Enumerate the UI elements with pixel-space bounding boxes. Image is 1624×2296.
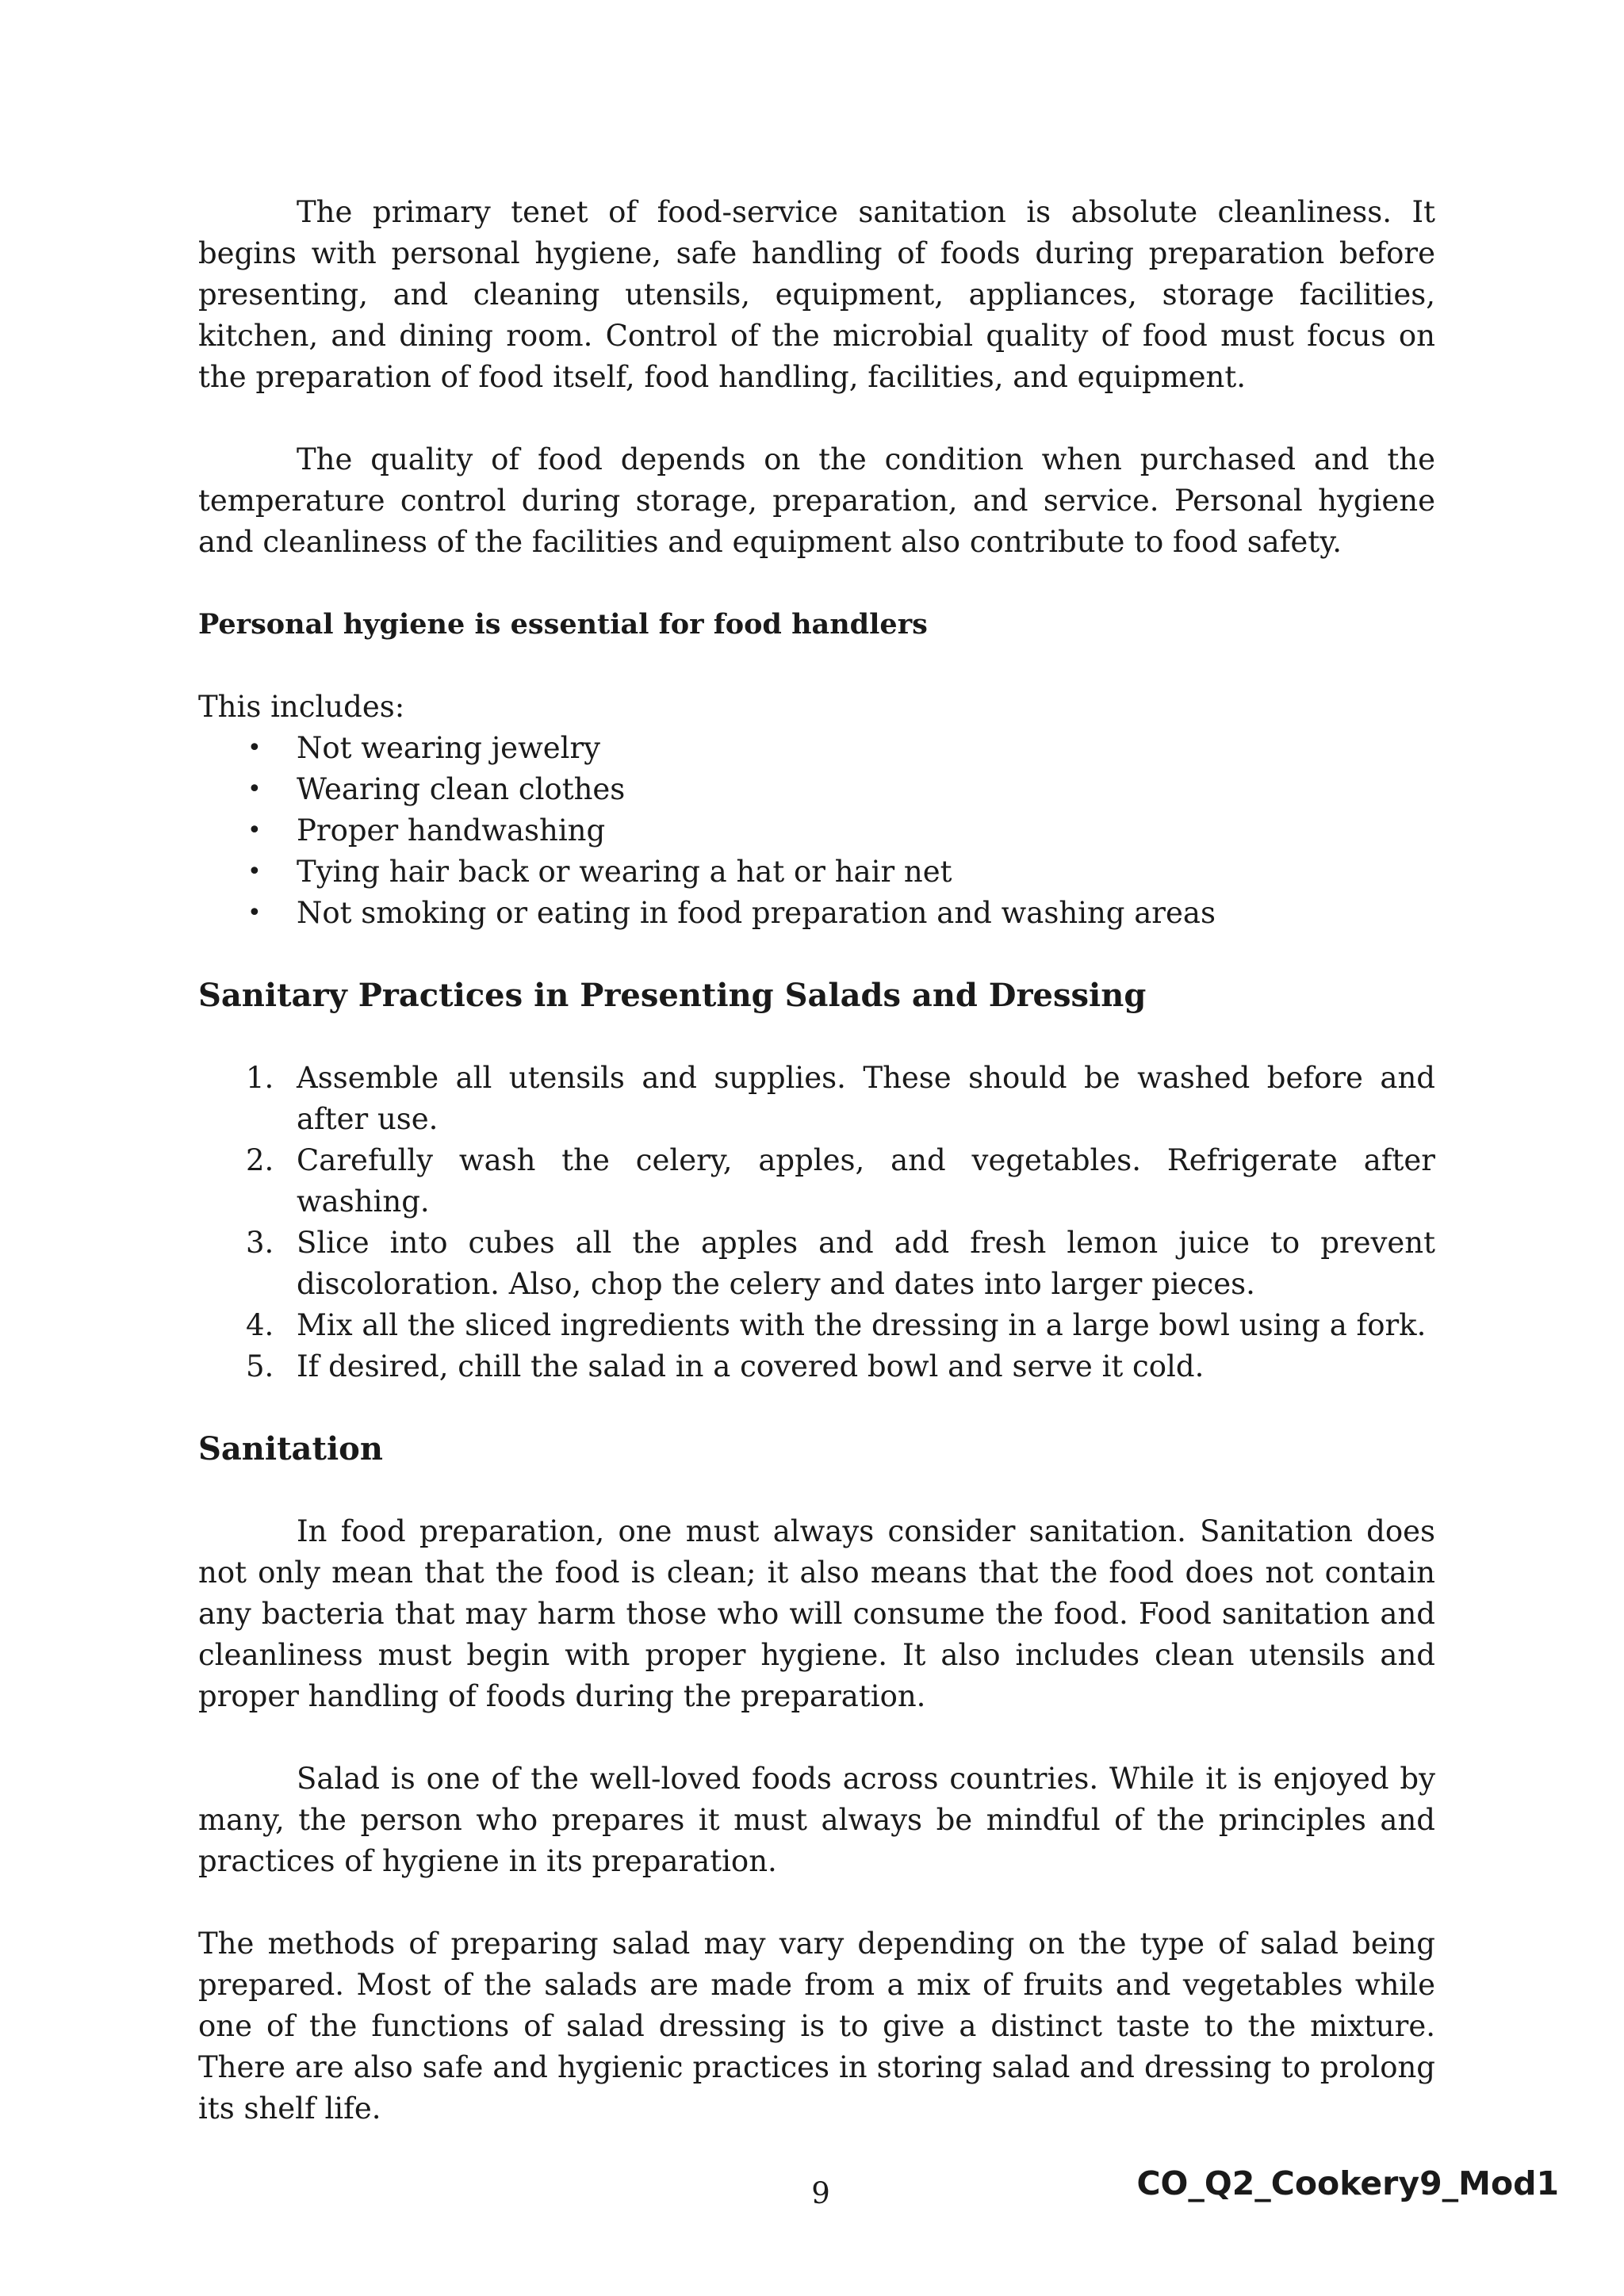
bullet-icon: • [247,899,262,927]
step-item [198,1305,1435,1346]
list-item [198,851,1435,893]
step-text: Mix all the sliced ingredients with the dressing in a large bowl using a fork. [297,1308,1427,1342]
step-number: 3. [246,1226,274,1260]
practices-steps [198,1058,1435,1387]
bullet-icon: • [247,734,262,762]
step-number: 2. [246,1143,274,1177]
sanitation-heading: Sanitation [198,1430,383,1468]
intro-paragraph-1: The primary tenet of food-service sanitation is absolute cleanliness. It begins with personal hygiene, safe handling of foods during preparation before presenting, and cleaning utensils, equipment, appliances, storage facilities, kitchen, and dining room. Control of the microbial quality of food must focus on the preparation of food itself, food handling, facilities, and equipment. [198,195,1435,394]
bullet-icon: • [247,817,262,844]
list-item [198,769,1435,810]
step-item [198,1223,1435,1305]
list-item-text: Proper handwashing [297,813,606,848]
intro-paragraph-2: The quality of food depends on the condition when purchased and the temperature control during storage, preparation, and service. Personal hygiene and cleanliness of the facilities and equipment also contribute to food safety. [198,442,1435,559]
step-text: Slice into cubes all the apples and add fresh lemon juice to prevent discoloration. Also, chop the celery and dates into larger pieces. [297,1226,1435,1301]
hygiene-lead: This includes: [198,690,405,724]
list-item-text: Wearing clean clothes [297,772,626,806]
step-number: 4. [246,1308,274,1342]
list-item [198,893,1435,934]
step-number: 5. [246,1349,274,1383]
sanitation-paragraph-1: In food preparation, one must always consider sanitation. Sanitation does not only mean that the food is clean; it also means that the food does not contain any bacteria that may harm those who will consume the food. Food sanitation and cleanliness must begin with proper hygiene. It also includes clean utensils and proper handling of foods during the preparation. [198,1514,1435,1713]
hygiene-list [198,728,1435,934]
hygiene-heading: Personal hygiene is essential for food handlers [198,608,928,641]
practices-heading: Sanitary Practices in Presenting Salads and Dressing [198,977,1147,1014]
list-item-text: Tying hair back or wearing a hat or hair net [297,855,952,889]
step-text: Assemble all utensils and supplies. These should be washed before and after use. [297,1061,1435,1136]
step-item [198,1140,1435,1223]
step-text: If desired, chill the salad in a covered bowl and serve it cold. [297,1349,1205,1383]
bullet-icon: • [247,775,262,803]
step-item [198,1058,1435,1140]
list-item-text: Not wearing jewelry [297,731,601,765]
list-item-text: Not smoking or eating in food preparation and washing areas [297,896,1216,930]
list-item [198,810,1435,851]
sanitation-paragraph-3: The methods of preparing salad may vary depending on the type of salad being prepared. Most of the salads are made from a mix of fruits and vegetables while one of the functions of salad dressing is to give a distinct taste to the mixture. There are also safe and hygienic practices in storing salad and dressing to prolong its shelf life. [198,1927,1435,2126]
module-code: CO_Q2_Cookery9_Mod1 [1136,2164,1559,2202]
page-number: 9 [811,2176,830,2210]
sanitation-paragraph-2: Salad is one of the well-loved foods across countries. While it is enjoyed by many, the person who prepares it must always be mindful of the principles and practices of hygiene in its preparation. [198,1762,1435,1878]
step-number: 1. [246,1061,274,1095]
step-text: Carefully wash the celery, apples, and vegetables. Refrigerate after washing. [297,1143,1435,1219]
bullet-icon: • [247,858,262,886]
document-page [198,192,1435,2130]
step-item [198,1346,1435,1387]
list-item [198,728,1435,769]
